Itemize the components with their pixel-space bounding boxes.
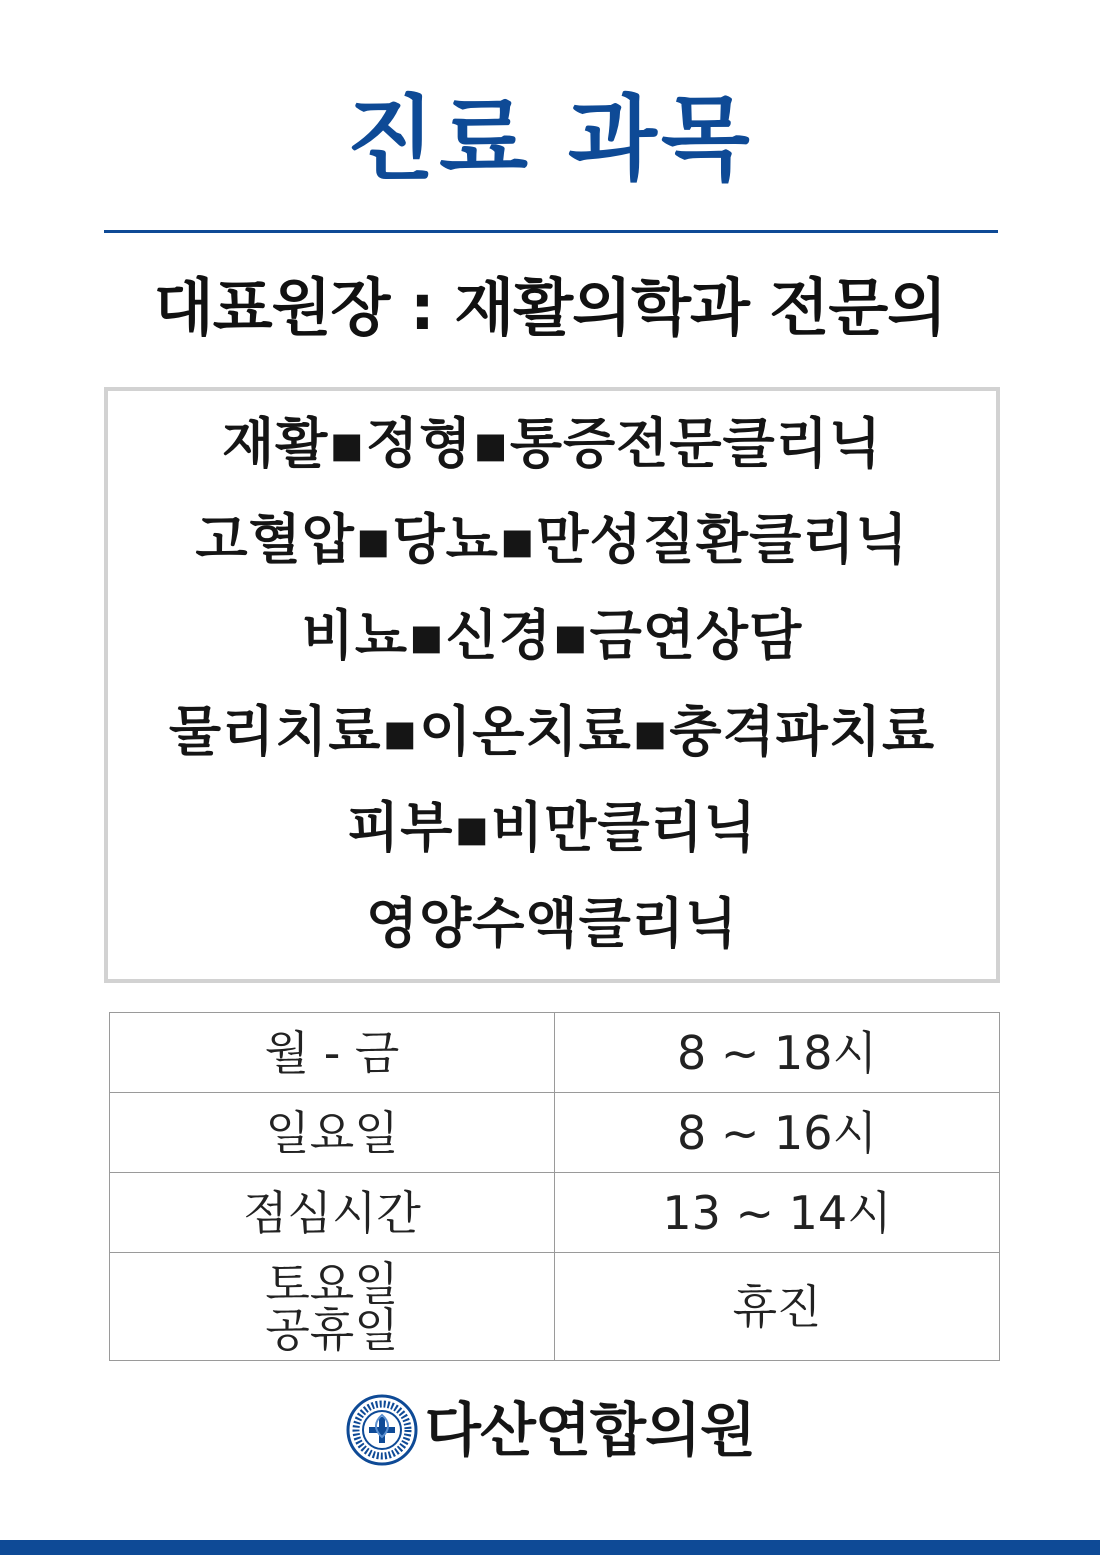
table-row [110, 1093, 1000, 1173]
department-item: 고혈압▪당뇨▪만성질환클리닉 [195, 507, 909, 571]
page-title: 진료 과목 [346, 86, 754, 193]
hours-time-cell: 13 ~ 14시 [555, 1173, 1000, 1253]
hours-time-cell: 8 ~ 18시 [555, 1013, 1000, 1093]
table-row [110, 1013, 1000, 1093]
hours-time-cell: 8 ~ 16시 [555, 1093, 1000, 1173]
hours-day-cell [110, 1253, 555, 1361]
department-item: 영양수액클리닉 [365, 891, 739, 955]
table-row [110, 1173, 1000, 1253]
hours-day-cell: 점심시간 [110, 1173, 555, 1253]
hours-day-cell: 일요일 [110, 1093, 555, 1173]
department-item: 물리치료▪이온치료▪충격파치료 [168, 699, 936, 763]
department-item: 피부▪비만클리닉 [347, 795, 757, 859]
clinic-emblem-icon [345, 1393, 419, 1467]
clinic-footer [0, 1390, 1100, 1470]
hours-time-cell: 휴진 [555, 1253, 1000, 1361]
department-item: 비뇨▪신경▪금연상담 [301, 603, 803, 667]
bottom-accent-bar [0, 1540, 1100, 1555]
hours-day-line: 토요일 [265, 1256, 399, 1311]
table-row [110, 1253, 1000, 1361]
clinic-name: 다산연합의원 [424, 1396, 756, 1464]
hours-day-line: 공휴일 [265, 1302, 399, 1357]
department-list-box [104, 387, 1000, 983]
director-subtitle: 대표원장 : 재활의학과 전문의 [153, 271, 947, 344]
hours-day-cell: 월 - 금 [110, 1013, 555, 1093]
title-divider [104, 230, 998, 233]
department-item: 재활▪정형▪통증전문클리닉 [222, 411, 882, 475]
hours-table [109, 1012, 1000, 1361]
